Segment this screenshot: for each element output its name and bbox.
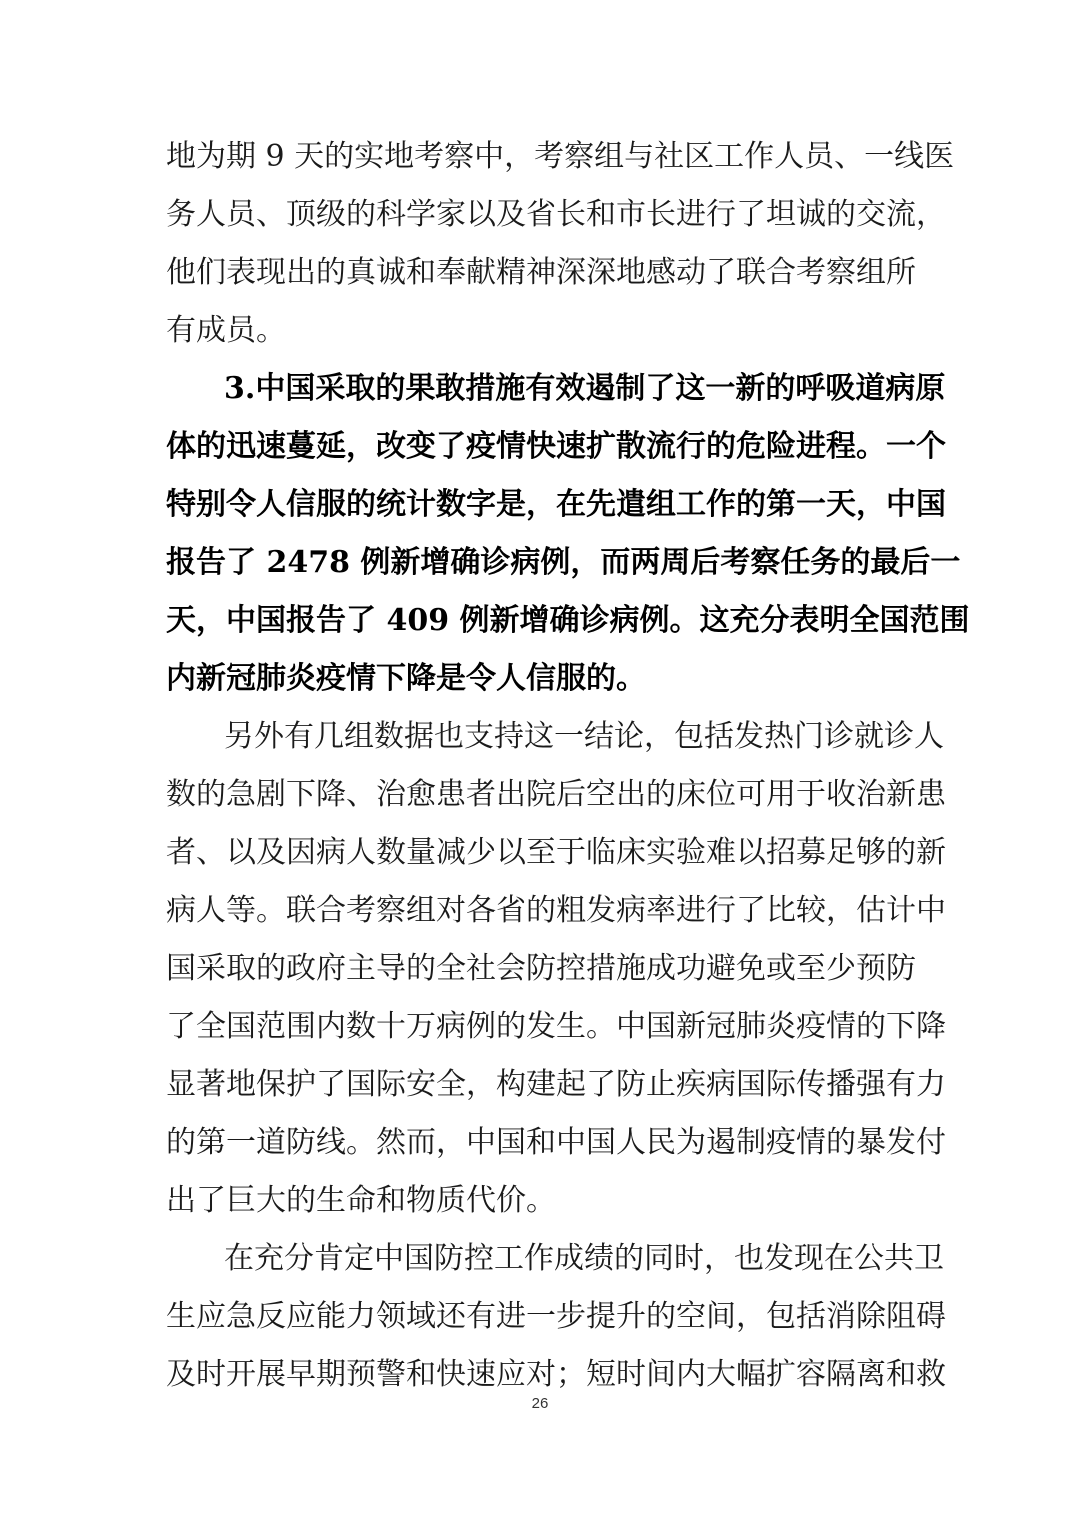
text-line: 天，中国报告了 409 例新增确诊病例。这充分表明全国范围: [166, 603, 970, 638]
text-line: 地为期 9 天的实地考察中，考察组与社区工作人员、一线医: [166, 139, 955, 174]
text-line: 他们表现出的真诚和奉献精神深深地感动了联合考察组所: [166, 255, 916, 290]
paragraph-4: [166, 1230, 946, 1404]
paragraph-2-bold: [166, 360, 970, 708]
page-number: 26: [531, 1395, 549, 1412]
text-line: 另外有几组数据也支持这一结论，包括发热门诊就诊人: [224, 719, 944, 754]
text-line: 国采取的政府主导的全社会防控措施成功避免或至少预防: [166, 951, 916, 986]
text-line: 有成员。: [166, 313, 286, 348]
text-line: 3.中国采取的果敢措施有效遏制了这一新的呼吸道病原: [224, 371, 946, 406]
text-line: 体的迅速蔓延，改变了疫情快速扩散流行的危险进程。一个: [166, 429, 946, 464]
text-line: 务人员、顶级的科学家以及省长和市长进行了坦诚的交流，: [166, 197, 946, 232]
text-line: 了全国范围内数十万病例的发生。中国新冠肺炎疫情的下降: [166, 1009, 946, 1044]
text-line: 在充分肯定中国防控工作成绩的同时，也发现在公共卫: [224, 1241, 944, 1276]
text-line: 者、以及因病人数量减少以至于临床实验难以招募足够的新: [166, 835, 946, 870]
text-line: 出了巨大的生命和物质代价。: [166, 1183, 556, 1218]
text-line: 生应急反应能力领域还有进一步提升的空间，包括消除阻碍: [166, 1299, 946, 1334]
text-line: 的第一道防线。然而，中国和中国人民为遏制疫情的暴发付: [166, 1125, 946, 1160]
text-line: 病人等。联合考察组对各省的粗发病率进行了比较，估计中: [166, 893, 946, 928]
paragraph-3: [166, 708, 946, 1230]
text-line: 内新冠肺炎疫情下降是令人信服的。: [166, 661, 646, 696]
document-body: [166, 128, 970, 1404]
text-line: 特别令人信服的统计数字是，在先遣组工作的第一天，中国: [166, 487, 946, 522]
paragraph-1: [166, 128, 955, 360]
text-line: 及时开展早期预警和快速应对；短时间内大幅扩容隔离和救: [166, 1357, 946, 1392]
text-line: 报告了 2478 例新增确诊病例，而两周后考察任务的最后一: [166, 545, 961, 580]
text-line: 显著地保护了国际安全，构建起了防止疾病国际传播强有力: [166, 1067, 946, 1102]
text-line: 数的急剧下降、治愈患者出院后空出的床位可用于收治新患: [166, 777, 946, 812]
